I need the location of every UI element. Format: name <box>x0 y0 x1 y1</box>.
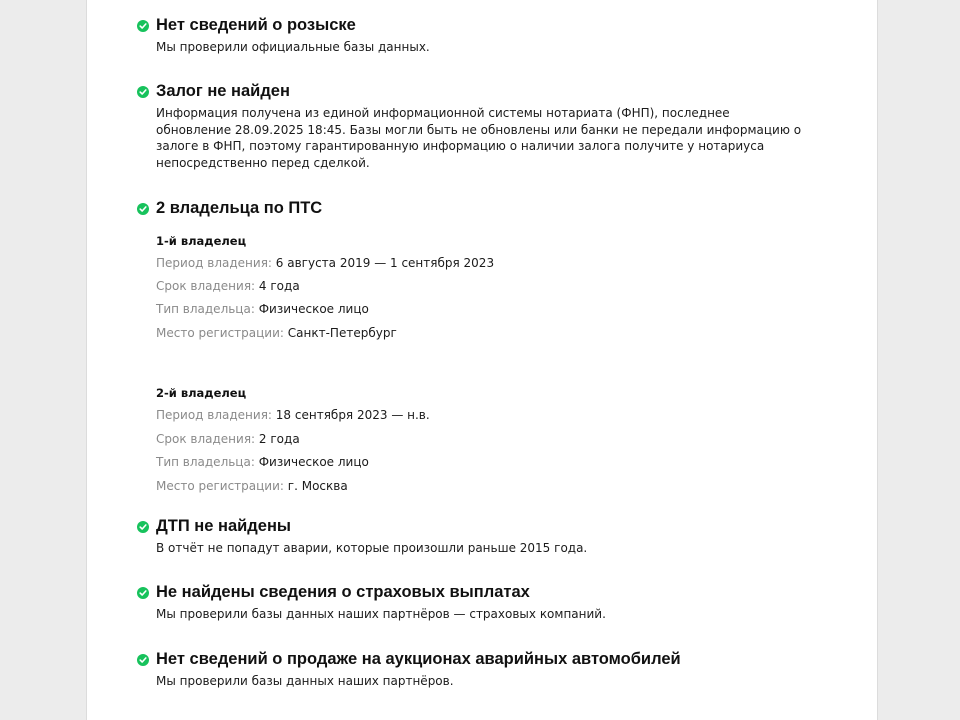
owner-title: 1-й владелец <box>156 234 247 248</box>
owner-row <box>156 279 300 293</box>
check-icon <box>137 203 149 215</box>
check-icon <box>137 86 149 98</box>
owner-row <box>156 479 348 493</box>
section-title: Не найдены сведения о страховых выплатах <box>156 583 530 601</box>
owner-title: 2-й владелец <box>156 386 247 400</box>
section-title: Нет сведений о розыске <box>156 16 356 34</box>
owner-row-label: Срок владения: <box>156 432 256 446</box>
owner-row <box>156 455 369 469</box>
owner-row-value: 6 августа 2019 — 1 сентября 2023 <box>275 256 495 270</box>
check-icon <box>137 587 149 599</box>
owner-row <box>156 408 430 422</box>
report-card <box>86 0 878 720</box>
owner-row-value: 4 года <box>258 279 300 293</box>
section-text: Мы проверили официальные базы данных. <box>156 40 430 54</box>
section-title: Залог не найден <box>156 82 290 100</box>
owner-row-label: Тип владельца: <box>156 302 255 316</box>
owner-row <box>156 326 397 340</box>
owner-row <box>156 302 369 316</box>
owner-row <box>156 256 494 270</box>
owner-row-label: Срок владения: <box>156 279 256 293</box>
section-text: Информация получена из единой информационной системы нотариата (ФНП), последнее обновление 28.09.2025 18:45. Базы могли быть не обновлены или банки не передали информацию о залоге в ФНП, поэтому гарантированную информацию о наличии залога получите у нотариуса непосредственно перед сделкой. <box>156 106 802 170</box>
section-title: ДТП не найдены <box>156 517 291 535</box>
owner-row-label: Период владения: <box>156 408 272 422</box>
owner-row-value: 18 сентября 2023 — н.в. <box>275 408 430 422</box>
section-text: Мы проверили базы данных наших партнёров. <box>156 674 454 688</box>
section-title: 2 владельца по ПТС <box>156 199 323 217</box>
owner-row-label: Тип владельца: <box>156 455 255 469</box>
owner-row-label: Место регистрации: <box>156 326 284 340</box>
owner-row <box>156 432 300 446</box>
check-icon <box>137 521 149 533</box>
owner-row-value: Физическое лицо <box>258 302 369 316</box>
owner-row-value: Физическое лицо <box>258 455 369 469</box>
owner-row-label: Место регистрации: <box>156 479 284 493</box>
section-text: В отчёт не попадут аварии, которые произошли раньше 2015 года. <box>156 541 588 555</box>
owner-row-value: 2 года <box>258 432 300 446</box>
owner-row-value: Санкт-Петербург <box>287 326 397 340</box>
check-icon <box>137 20 149 32</box>
owner-row-value: г. Москва <box>287 479 348 493</box>
section-text: Мы проверили базы данных наших партнёров — страховых компаний. <box>156 607 606 621</box>
check-icon <box>137 654 149 666</box>
section-title: Нет сведений о продаже на аукционах аварийных автомобилей <box>156 650 681 668</box>
owner-row-label: Период владения: <box>156 256 272 270</box>
